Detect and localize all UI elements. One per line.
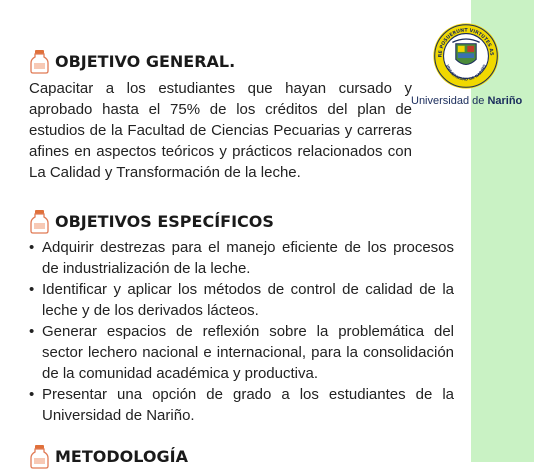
seal-ring-text: RE POSUERUNT VIRTUTES AS [438, 28, 494, 58]
university-wordmark: Universidad de Nariño [411, 95, 523, 107]
seal-bottom-text: UNIVERSIDAD DE NARIÑO [445, 64, 487, 82]
list-item: • Adquirir destrezas para el manejo eficiente de los procesos de industrialización de la leche. [29, 237, 454, 279]
general-objective-text: Capacitar a los estudiantes que hayan cursado y aprobado hasta el 75% de los créditos del plan de estudios de la Facultad de Ciencias Pecuarias y carreras afines en aspectos teóricos y prácticos relacionados con La Calidad y Transformación de la leche. [29, 80, 412, 181]
section-general [30, 49, 235, 74]
section-methodology [30, 444, 188, 469]
milk-bottle-icon [30, 444, 49, 469]
list-item: • Identificar y aplicar los métodos de control de calidad de la leche y de los derivados lácteos. [29, 279, 454, 321]
methodology-heading: METODOLOGÍA [55, 447, 188, 466]
specific-objectives-list [29, 237, 454, 426]
specific-objectives-heading: OBJETIVOS ESPECÍFICOS [55, 212, 274, 231]
list-item: • Presentar una opción de grado a los estudiantes de la Universidad de Nariño. [29, 384, 454, 426]
milk-bottle-icon [30, 209, 49, 234]
university-seal-logo [432, 22, 500, 90]
section-specific [30, 209, 274, 234]
list-item: • Generar espacios de reflexión sobre la problemática del sector lechero nacional e internacional, para la consolidación de la comunidad académica y productiva. [29, 321, 454, 384]
milk-bottle-icon [30, 49, 49, 74]
general-objective-heading: OBJETIVO GENERAL. [55, 52, 236, 71]
